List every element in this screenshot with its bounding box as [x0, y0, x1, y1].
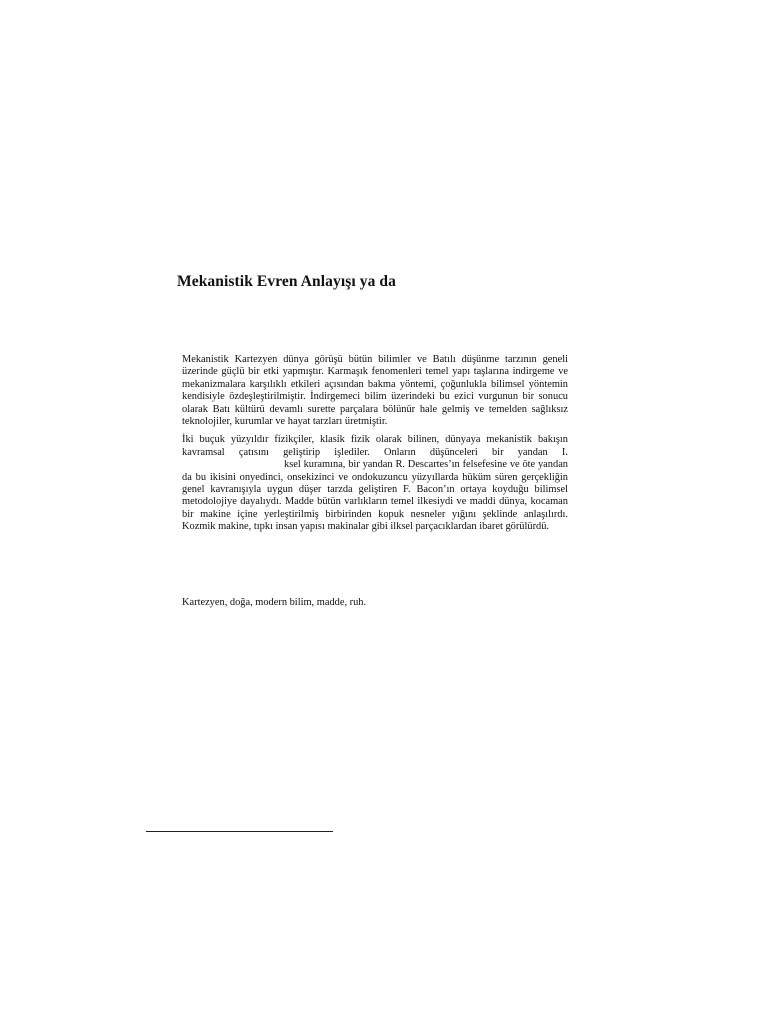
abstract-paragraph-2-part-2: ksel kuramına, bir yandan R. Descartes’ın felsefesine ve öte yandan da bu ikisini onyedinci, onsekizinci ve ondokuzuncu yüzyıllarda hüküm süren gerçekliğin genel kavranışıyla uygun düşer tarzda geliştiren F. Bacon’ın ortaya koyduğu bilimsel metodolojiye dayalıydı. Madde bütün varlıkların temel ilkesiydi ve maddi dünya, kocaman bir makine içine yerleştirilmiş birbirinden kopuk nesneler yığını şeklinde anlaşılırdı. Kozmik makine, tıpkı insan yapısı makinalar gibi ilksel parçacıklardan ibaret görülürdü. — [182, 459, 568, 533]
footnote-divider — [146, 831, 333, 832]
abstract-paragraph-2-part-1: İki buçuk yüzyıldır fizikçiler, klasik fizik olarak bilinen, dünyaya mekanistik bakışın kavramsal çatısını geliştirip işlediler. Onların düşünceleri bir yandan I. — [182, 434, 568, 458]
abstract — [182, 354, 568, 540]
keywords: Kartezyen, doğa, modern bilim, madde, ruh. — [182, 597, 367, 608]
abstract-paragraph-2 — [182, 434, 568, 533]
abstract-paragraph-1: Mekanistik Kartezyen dünya görüşü bütün bilimler ve Batılı düşünme tarzının geneli üzerinde güçlü bir etki yapmıştır. Karmaşık fenomenleri temel yapı taşlarına indirgeme ve mekanizmalara karşılıklı etkileri açısından bakma yöntemi, çoğunlukla bilimsel yöntemin kendisiyle özdeşleştirilmiştir. İndirgemeci bilim üzerindeki bu ezici vurgunun bir sonucu olarak Batı kültürü devamlı surette parçalara bölünür hale gelmiş ve temelden sağlıksız teknolojiler, kurumlar ve hayat tarzları üretmiştir. — [182, 354, 568, 428]
document-title: Mekanistik Evren Anlayışı ya da — [177, 273, 396, 290]
